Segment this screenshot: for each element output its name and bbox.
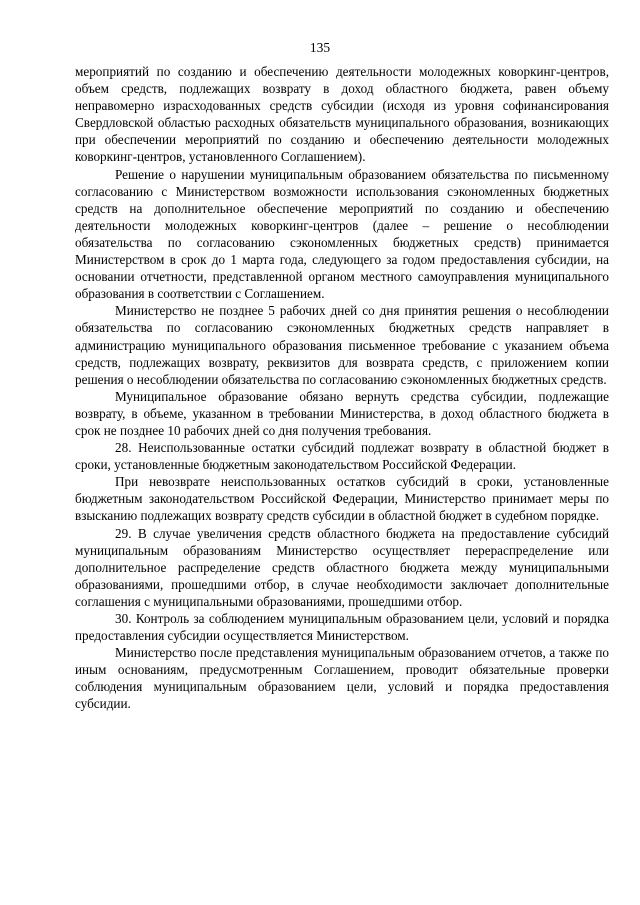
- paragraph-item-28: 28. Неиспользованные остатки субсидий подлежат возврату в областной бюджет в сроки, установленные бюджетным законодательством Российской Федерации.: [75, 440, 609, 473]
- page-number: 135: [309, 40, 331, 55]
- paragraph: При невозврате неиспользованных остатков субсидий в сроки, установленные бюджетным законодательством Российской Федерации, Министерство принимает меры по взысканию подлежащих возврату средств субсидии в областной бюджет в судебном порядке.: [75, 474, 609, 524]
- paragraph-item-30: 30. Контроль за соблюдением муниципальным образованием цели, условий и порядка предоставления субсидии осуществляется Министерством.: [75, 611, 609, 644]
- paragraph: Министерство после представления муниципальным образованием отчетов, а также по иным основаниям, предусмотренным Соглашением, проводит обязательные проверки соблюдения муниципальным образованием цели, условий и порядка предоставления субсидии.: [75, 645, 609, 712]
- paragraph: Муниципальное образование обязано вернуть средства субсидии, подлежащие возврату, в объеме, указанном в требовании Министерства, в доход областного бюджета в срок не позднее 10 рабочих дней со дня получения требования.: [75, 388, 609, 438]
- paragraph-item-29: 29. В случае увеличения средств областного бюджета на предоставление субсидий муниципальным образованиям Министерство осуществляет перераспределение или дополнительное распределение средств областного бюджета между муниципальными образованиями, прошедшими отбор, в случае необходимости заключает дополнительные соглашения с муниципальными образованиями, прошедшими отбор.: [75, 525, 609, 609]
- paragraph-continuation: мероприятий по созданию и обеспечению деятельности молодежных коворкинг-центров, объем средств, подлежащих возврату в доход областного бюджета, равен объему неправомерно израсходованных средств субсидии (исходя из уровня софинансирования Свердловской областью расходных обязательств муниципального образования, возникающих при обеспечении мероприятий по созданию и обеспечению деятельности молодежных коворкинг-центров, установленного Соглашением).: [75, 64, 609, 165]
- document-body: [75, 63, 609, 713]
- paragraph: Решение о нарушении муниципальным образованием обязательства по письменному согласованию с Министерством возможности использования сэкономленных бюджетных средств на дополнительное обеспечение мероприятий по созданию и обеспечению деятельности молодежных коворкинг-центров (далее – решение о несоблюдении обязательства по согласованию сэкономленных бюджетных средств) принимается Министерством в срок до 1 марта года, следующего за годом предоставления субсидии, на основании отчетности, представленной органом местного самоуправления муниципального образования в соответствии с Соглашением.: [75, 166, 609, 302]
- paragraph: Министерство не позднее 5 рабочих дней со дня принятия решения о несоблюдении обязательства по согласованию сэкономленных бюджетных средств направляет в администрацию муниципального образования письменное требование с указанием объема средств, подлежащих возврату, реквизитов для возврата средств, с приложением копии решения о несоблюдении обязательства по согласованию сэкономленных бюджетных средств.: [75, 303, 609, 387]
